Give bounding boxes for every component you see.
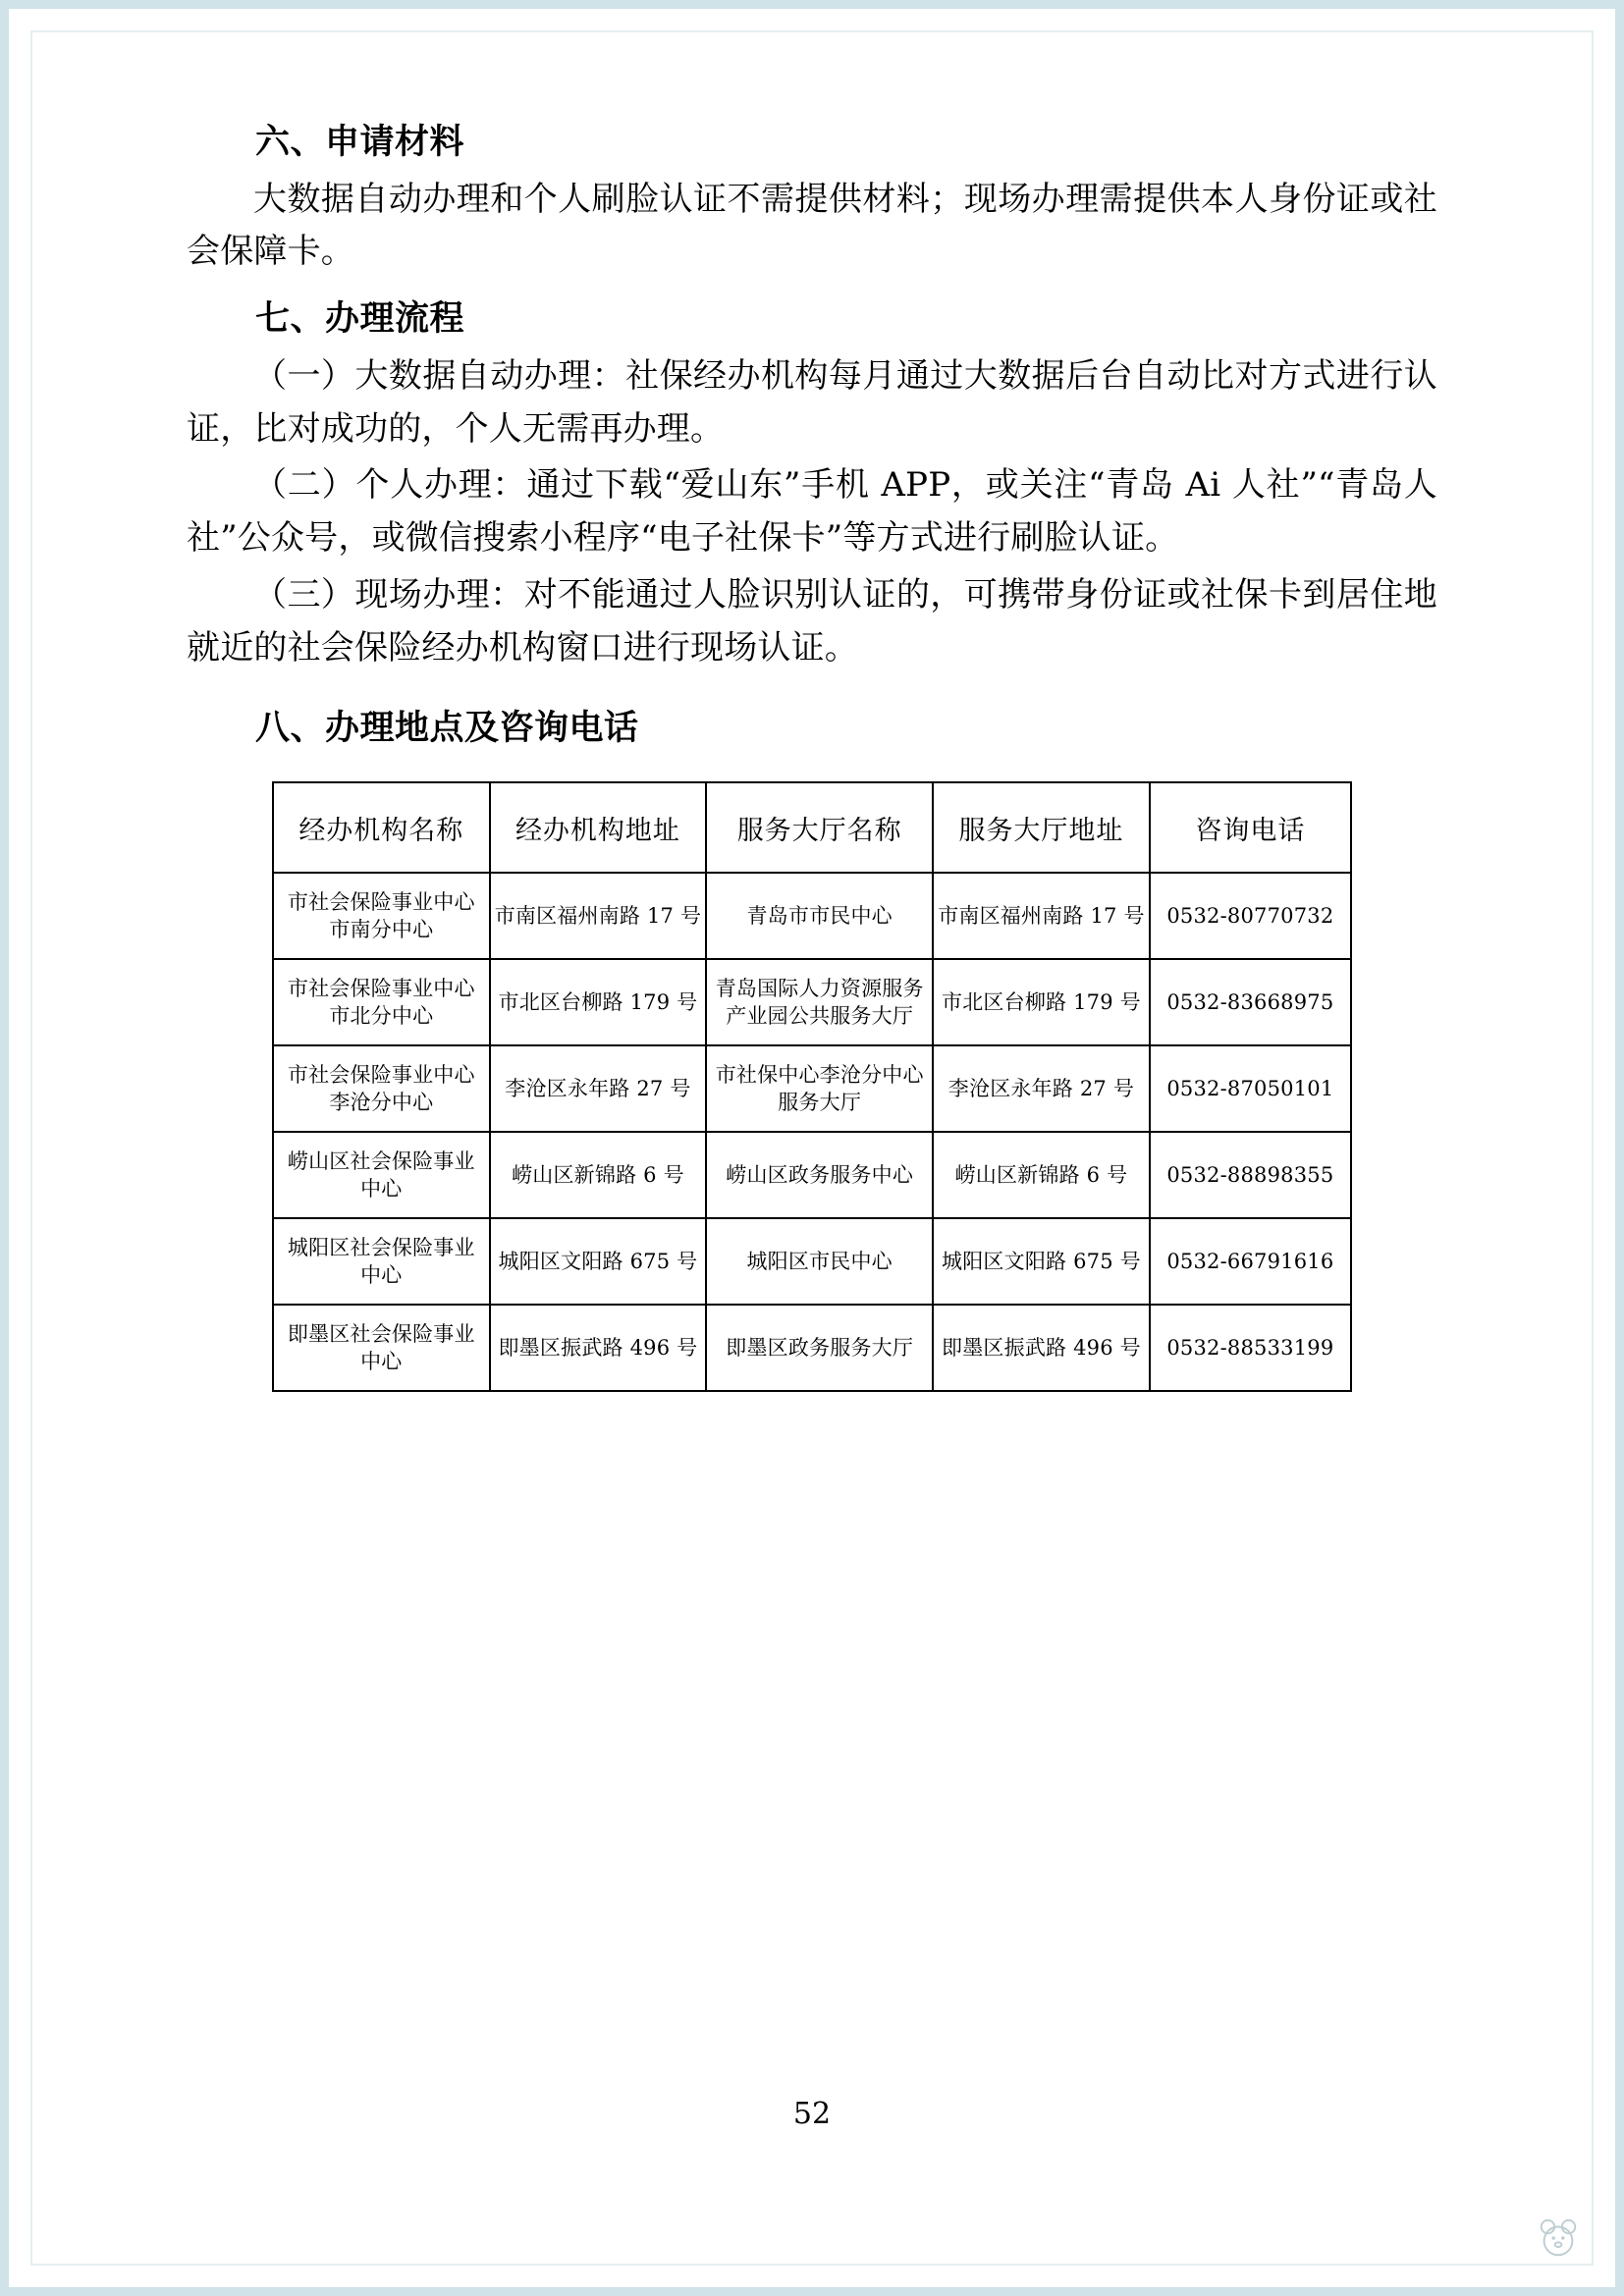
table-row [273, 1218, 1351, 1305]
table-header-row [273, 782, 1351, 873]
paragraph-process-3: （三）现场办理：对不能通过人脸识别认证的，可携带身份证或社保卡到居住地就近的社会保险经办机构窗口进行现场认证。 [187, 574, 1437, 667]
table-row [273, 1305, 1351, 1391]
column-header-phone: 咨询电话 [1150, 782, 1351, 873]
cell-agency-address: 市北区台柳路 179 号 [490, 959, 707, 1045]
table-row [273, 873, 1351, 959]
table-row [273, 1132, 1351, 1218]
cell-agency-name: 城阳区社会保险事业中心 [273, 1218, 490, 1305]
cell-agency-address: 崂山区新锦路 6 号 [490, 1132, 707, 1218]
cell-agency-name: 崂山区社会保险事业中心 [273, 1132, 490, 1218]
column-header-hall-name: 服务大厅名称 [706, 782, 933, 873]
cell-agency-address: 市南区福州南路 17 号 [490, 873, 707, 959]
column-header-agency-address: 经办机构地址 [490, 782, 707, 873]
page-number: 52 [792, 2097, 832, 2131]
column-header-agency-name: 经办机构名称 [273, 782, 490, 873]
paragraph-process-2: （二）个人办理：通过下载“爱山东”手机 APP，或关注“青岛 Ai 人社”“青岛人社”公众号，或微信搜索小程序“电子社保卡”等方式进行刷脸认证。 [187, 465, 1437, 559]
office-locations-table [272, 781, 1352, 1392]
cell-phone: 0532-80770732 [1150, 873, 1351, 959]
cell-hall-address: 市南区福州南路 17 号 [933, 873, 1150, 959]
cell-hall-address: 李沧区永年路 27 号 [933, 1045, 1150, 1132]
section-heading-locations: 八、办理地点及咨询电话 [255, 709, 639, 749]
cell-hall-name: 市社保中心李沧分中心服务大厅 [706, 1045, 933, 1132]
cell-agency-address: 即墨区振武路 496 号 [490, 1305, 707, 1391]
cell-agency-name: 市社会保险事业中心李沧分中心 [273, 1045, 490, 1132]
bear-icon [1536, 2216, 1581, 2261]
cell-hall-name: 青岛市市民中心 [706, 873, 933, 959]
cell-agency-name: 市社会保险事业中心市南分中心 [273, 873, 490, 959]
paragraph-materials-1: 大数据自动办理和个人刷脸认证不需提供材料；现场办理需提供本人身份证或社会保障卡。 [187, 179, 1437, 272]
cell-agency-name: 即墨区社会保险事业中心 [273, 1305, 490, 1391]
cell-agency-name: 市社会保险事业中心市北分中心 [273, 959, 490, 1045]
column-header-hall-address: 服务大厅地址 [933, 782, 1150, 873]
section-heading-process: 七、办理流程 [255, 299, 465, 340]
cell-phone: 0532-88898355 [1150, 1132, 1351, 1218]
section-heading-materials: 六、申请材料 [255, 123, 465, 162]
table-row [273, 959, 1351, 1045]
cell-hall-address: 即墨区振武路 496 号 [933, 1305, 1150, 1391]
cell-phone: 0532-87050101 [1150, 1045, 1351, 1132]
cell-hall-name: 崂山区政务服务中心 [706, 1132, 933, 1218]
spacer [187, 283, 1437, 294]
cell-phone: 0532-88533199 [1150, 1305, 1351, 1391]
cell-hall-address: 城阳区文阳路 675 号 [933, 1218, 1150, 1305]
paragraph-process-1: （一）大数据自动办理：社保经办机构每月通过大数据后台自动比对方式进行认证，比对成功的，个人无需再办理。 [187, 355, 1437, 449]
spacer [187, 678, 1437, 704]
cell-hall-address: 崂山区新锦路 6 号 [933, 1132, 1150, 1218]
cell-hall-name: 即墨区政务服务大厅 [706, 1305, 933, 1391]
cell-hall-name: 青岛国际人力资源服务产业园公共服务大厅 [706, 959, 933, 1045]
cell-hall-name: 城阳区市民中心 [706, 1218, 933, 1305]
cell-agency-address: 李沧区永年路 27 号 [490, 1045, 707, 1132]
cell-agency-address: 城阳区文阳路 675 号 [490, 1218, 707, 1305]
cell-phone: 0532-83668975 [1150, 959, 1351, 1045]
cell-hall-address: 市北区台柳路 179 号 [933, 959, 1150, 1045]
table-row [273, 1045, 1351, 1132]
cell-phone: 0532-66791616 [1150, 1218, 1351, 1305]
